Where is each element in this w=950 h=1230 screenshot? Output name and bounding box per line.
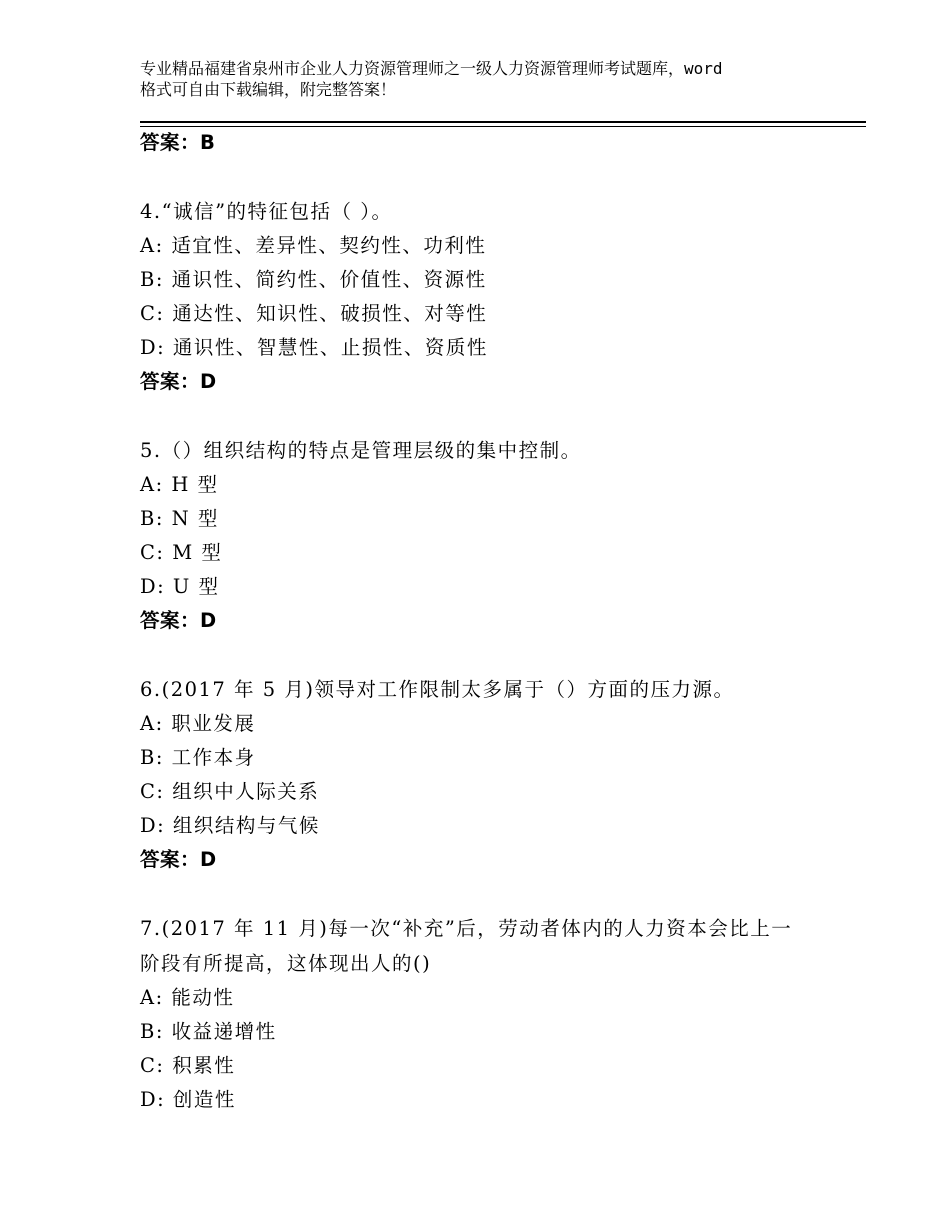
question-6-option-b: B: 工作本身 xyxy=(140,746,256,769)
document-header xyxy=(140,58,840,100)
question-4-option-c: C: 通达性、知识性、破损性、对等性 xyxy=(140,302,488,325)
header-divider-thick xyxy=(140,121,866,123)
previous-question-answer: 答案：B xyxy=(140,131,216,154)
question-7-stem-line-1: 7.(2017 年 11 月)每一次“补充”后，劳动者体内的人力资本会比上一 xyxy=(140,917,793,940)
question-7-option-d: D: 创造性 xyxy=(140,1088,236,1111)
question-5-option-b: B: N 型 xyxy=(140,507,219,530)
question-6-option-c: C: 组织中人际关系 xyxy=(140,780,320,803)
question-7-option-b: B: 收益递增性 xyxy=(140,1020,277,1043)
question-6-option-d: D: 组织结构与气候 xyxy=(140,814,320,837)
question-5-option-d: D: U 型 xyxy=(140,575,220,598)
question-4-option-d: D: 通识性、智慧性、止损性、资质性 xyxy=(140,336,488,359)
header-divider-thin xyxy=(140,126,866,127)
question-6-option-a: A: 职业发展 xyxy=(140,712,256,735)
question-5-option-c: C: M 型 xyxy=(140,541,223,564)
question-4-answer: 答案：D xyxy=(140,370,217,393)
header-title-line-1: 专业精品福建省泉州市企业人力资源管理师之一级人力资源管理师考试题库，word xyxy=(140,59,723,78)
question-6-answer: 答案：D xyxy=(140,848,217,871)
question-7-option-c: C: 积累性 xyxy=(140,1054,236,1077)
question-4-option-b: B: 通识性、简约性、价值性、资源性 xyxy=(140,268,487,291)
header-title-line-2: 格式可自由下载编辑，附完整答案！ xyxy=(140,80,397,99)
question-7-stem-line-2: 阶段有所提高，这体现出人的() xyxy=(140,952,432,975)
question-6-stem: 6.(2017 年 5 月)领导对工作限制太多属于（）方面的压力源。 xyxy=(140,678,735,701)
question-4-option-a: A: 适宜性、差异性、契约性、功利性 xyxy=(140,234,487,257)
question-5-stem: 5.（）组织结构的特点是管理层级的集中控制。 xyxy=(140,439,582,462)
question-5-option-a: A: H 型 xyxy=(140,473,219,496)
question-4-stem: 4.“诚信”的特征包括（ ）。 xyxy=(140,200,393,223)
question-5-answer: 答案：D xyxy=(140,609,217,632)
question-7-option-a: A: 能动性 xyxy=(140,986,235,1009)
